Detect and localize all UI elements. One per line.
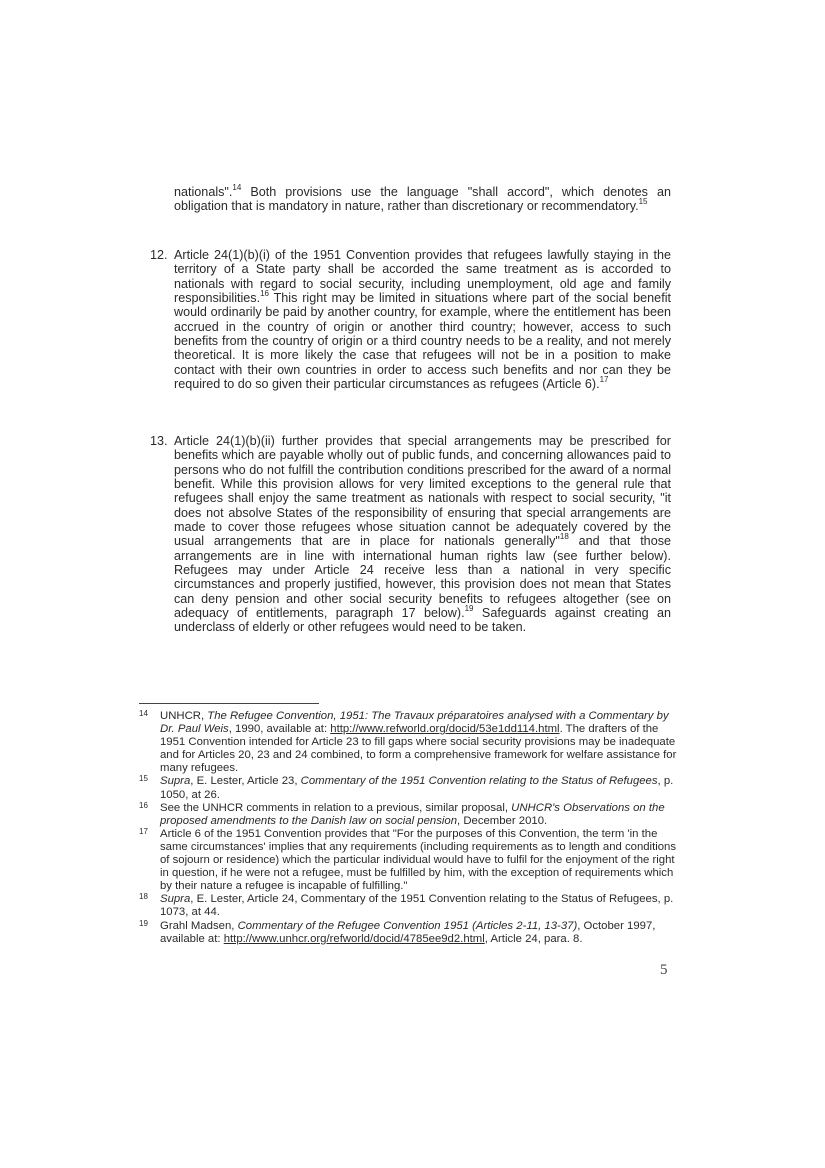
footnote-17	[139, 828, 679, 893]
footnote-italic: UNHCR's Observations on the proposed amendments to the Danish law on social pension	[160, 801, 665, 827]
footnote-number: 16	[139, 800, 148, 810]
footnote-link[interactable]: http://www.refworld.org/docid/53e1dd114.html	[330, 723, 560, 736]
footnote-ref-19[interactable]: 19	[464, 603, 474, 613]
paragraph-text-run: Article 24(1)(b)(i) of the 1951 Convention provides that refugees lawfully staying in the territory of a State party shall be accorded the same treatment as is accorded to nationals with regard to social security, including unemployment, old age and family responsibilities.	[174, 248, 671, 306]
paragraph-text-run: This right may be limited in situations where part of the social benefit would ordinarily be paid by another country, for example, where the entitlement has been accrued in the country of origin or another third country; however, access to such benefits from the country of origin or a third country needs to be a reality, and not merely theoretical. It is more likely the case that refugees will not be in a position to make contact with their own countries in order to access such benefits and nor can they be required to do so given their particular circumstances as refugees (Article 6).	[174, 291, 671, 392]
footnote-number: 14	[139, 709, 148, 718]
paragraph-text-run: Article 24(1)(b)(ii) further provides that special arrangements may be prescribed for benefits which are payable wholly out of public funds, and concerning allowances paid to persons who do not fulfill the contribution conditions prescribed for the award of a normal benefit. While this provision allows for very limited exceptions to the general rule that refugees shall enjoy the same treatment as nationals with respect to social security, "it does not absolve States of the responsibility of ensuring that special arrangements are made to cover those refugees whose situation cannot be adequately covered by the usual arrangements that are in place for nationals generally"	[174, 434, 671, 549]
footnote-text-run: . The drafters of the 1951 Convention intended for Article 23 to fill gaps where social security provisions may be inadequate and for Articles 20, 23 and 24 combined, to form a comprehensive framework for welfare assistance for many refugees.	[160, 723, 677, 775]
footnote-16	[139, 802, 679, 828]
paragraph-text	[174, 434, 671, 635]
footnote-19	[139, 920, 679, 946]
footnote-ref-16[interactable]: 16	[260, 288, 270, 298]
footnote-text	[160, 775, 679, 801]
footnote-text	[160, 802, 679, 828]
paragraph-text-run: Safeguards against creating an underclass of elderly or other refugees would need to be taken.	[174, 606, 671, 635]
footnote-text-run: , p. 1050, at 26.	[160, 775, 674, 801]
footnote-separator	[139, 703, 319, 704]
paragraph-text-run: and that those arrangements are in line with international human rights law (see further below). Refugees may under Article 24 receive less than a national in very specific circumstances and properly justified, however, this provision does not mean that States can deny pension and other social security benefits to refugees altogether (see on adequacy of entitlements, paragraph 17 below).	[174, 534, 671, 621]
footnote-ref-15[interactable]: 15	[638, 197, 648, 207]
paragraph-13	[150, 434, 671, 635]
footnotes	[139, 710, 679, 946]
footnote-text-run: See the UNHCR comments in relation to a previous, similar proposal,	[160, 801, 512, 814]
footnote-ref-18[interactable]: 18	[559, 532, 569, 542]
footnote-italic: Supra	[160, 775, 191, 788]
page-number: 5	[660, 962, 668, 978]
footnote-text-run: , December 2010.	[457, 814, 548, 827]
paragraph-text	[174, 248, 671, 391]
footnote-ref-17[interactable]: 17	[599, 374, 609, 384]
footnote-italic: Supra	[160, 893, 191, 906]
footnote-number: 17	[139, 826, 148, 836]
continued-paragraph	[174, 182, 671, 214]
footnote-italic: The Refugee Convention, 1951: The Travaux préparatoires analysed with a Commentary by Dr. Paul Weis	[160, 710, 669, 736]
footnote-15	[139, 775, 679, 801]
footnote-14	[139, 710, 679, 775]
footnote-text-run: , October 1997, available at:	[160, 919, 656, 945]
footnote-number: 19	[139, 918, 148, 928]
footnote-text-run: , Article 24, para. 8.	[484, 932, 583, 945]
footnote-18	[139, 893, 679, 919]
footnote-text	[160, 920, 679, 946]
footnote-text-run: UNHCR,	[160, 710, 208, 722]
footnote-number: 18	[139, 892, 148, 902]
footnote-text-run: , E. Lester, Article 23,	[190, 775, 301, 788]
lead-text: nationals".	[174, 185, 233, 199]
paragraph-number: 13.	[150, 434, 168, 448]
footnote-text-run: Article 6 of the 1951 Convention provides that "For the purposes of this Convention, the term 'in the same circumstances' implies that any requirements (including requirements as to length and conditions of sojourn or residence) which the particular individual would have to fulfil for the enjoyment of the right in question, if he were not a refugee, must be fulfilled by him, with the exception of requirements which by their nature a refugee is incapable of fulfilling."	[160, 827, 677, 893]
footnote-text	[160, 893, 679, 919]
footnote-text-run: , 1990, available at:	[228, 723, 331, 736]
footnote-italic: Commentary of the 1951 Convention relating to the Status of Refugees	[300, 775, 658, 788]
paragraph-number: 12.	[150, 248, 168, 262]
footnote-text	[160, 710, 679, 775]
footnote-text-run: , E. Lester, Article 24, Commentary of the 1951 Convention relating to the Status of Refugees, p. 1073, at 44.	[160, 893, 674, 919]
paragraph-12	[150, 248, 671, 391]
lead-text: Both provisions use the language "shall accord", which denotes an obligation that is mandatory in nature, rather than discretionary or recommendatory.	[174, 185, 671, 214]
footnote-link[interactable]: http://www.unhcr.org/refworld/docid/4785ee9d2.html	[223, 932, 485, 945]
footnote-text	[160, 828, 679, 893]
footnote-ref-14[interactable]: 14	[232, 182, 242, 192]
footnote-italic: Commentary of the Refugee Convention 1951 (Articles 2-11, 13-37)	[237, 919, 578, 932]
footnote-text-run: Grahl Madsen,	[160, 919, 238, 932]
footnote-number: 15	[139, 774, 148, 784]
